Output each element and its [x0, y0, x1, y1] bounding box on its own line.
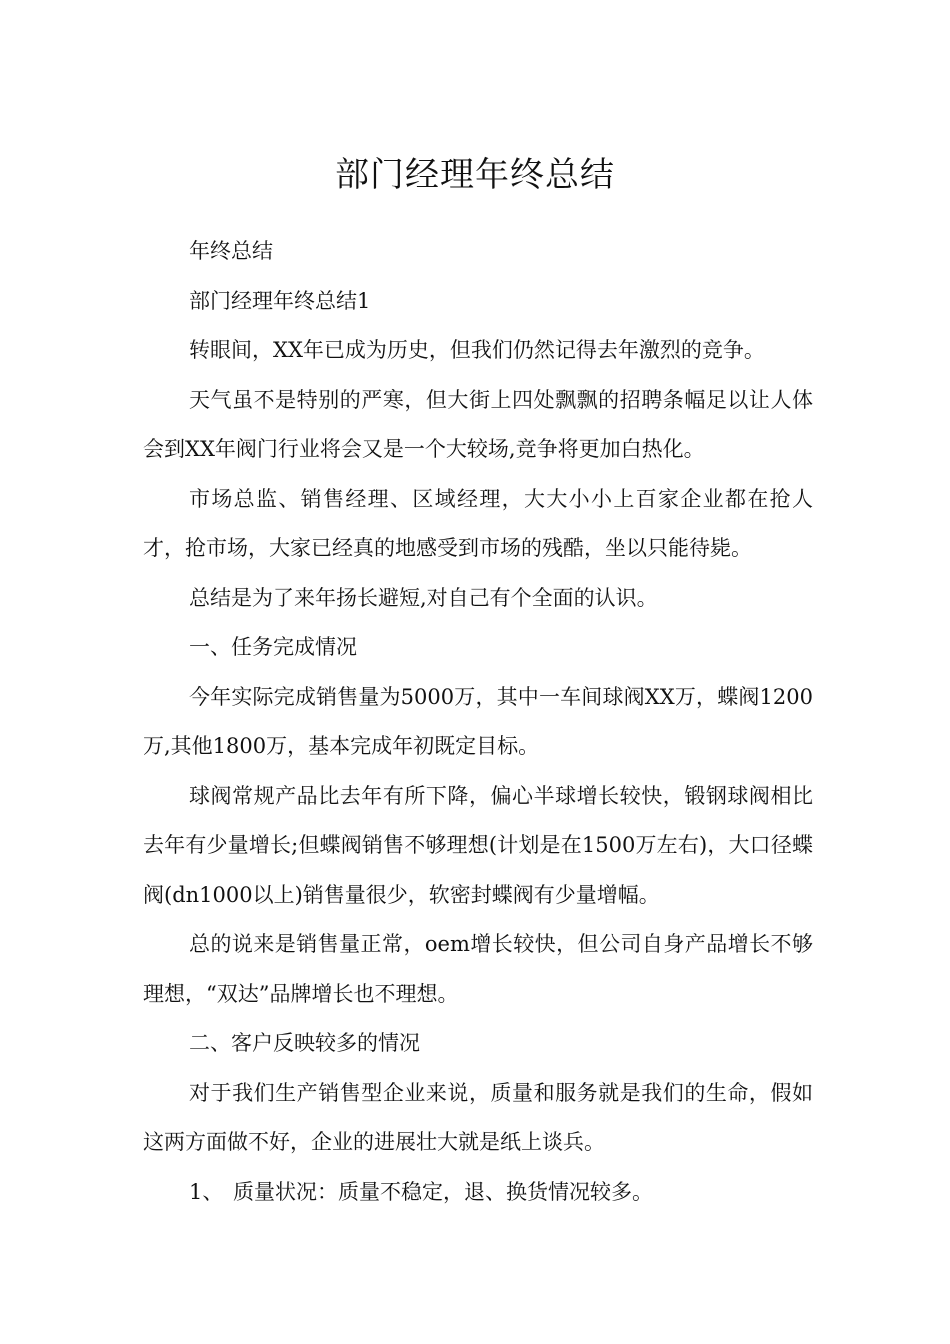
list-item-quality — [143, 1168, 813, 1218]
paragraph-products: 球阀常规产品比去年有所下降，偏心半球增长较快，锻钢球阀相比去年有少量增长;但蝶阀销售不够理想(计划是在1500万左右)，大口径蝶阀(dn1000以上)销售量很少，软密封蝶阀有少量增幅。 — [143, 783, 813, 907]
list-item-number: 1、 — [189, 1179, 224, 1204]
section-heading-tasks: 一、任务完成情况 — [189, 635, 357, 659]
paragraph-weather: 天气虽不是特别的严寒，但大街上四处飘飘的招聘条幅足以让人体会到XX年阀门行业将会又是一个大较场,竞争将更加白热化。 — [143, 387, 813, 461]
paragraph-section-label: 年终总结 — [189, 239, 273, 263]
document-title: 部门经理年终总结 — [335, 154, 615, 195]
paragraph-purpose: 总结是为了来年扬长避短,对自己有个全面的认识。 — [189, 585, 658, 610]
section-heading-feedback: 二、客户反映较多的情况 — [189, 1031, 420, 1055]
document-body — [143, 227, 813, 1217]
paragraph-market: 市场总监、销售经理、区域经理，大大小小上百家企业都在抢人才，抢市场，大家已经真的地感受到市场的残酷，坐以只能待毙。 — [143, 486, 813, 560]
paragraph-sales-volume: 今年实际完成销售量为5000万，其中一车间球阀XX万，蝶阀1200万,其他1800万，基本完成年初既定目标。 — [143, 684, 813, 758]
paragraph-subtitle: 部门经理年终总结1 — [189, 288, 371, 313]
paragraph-intro: 转眼间，XX年已成为历史，但我们仍然记得去年激烈的竞争。 — [189, 338, 765, 362]
paragraph-quality-service: 对于我们生产销售型企业来说，质量和服务就是我们的生命，假如这两方面做不好，企业的进展壮大就是纸上谈兵。 — [143, 1080, 813, 1154]
list-item-text: 质量状况：质量不稳定，退、换货情况较多。 — [233, 1179, 653, 1204]
paragraph-overall: 总的说来是销售量正常，oem增长较快，但公司自身产品增长不够理想，“双达”品牌增长也不理想。 — [143, 932, 813, 1006]
